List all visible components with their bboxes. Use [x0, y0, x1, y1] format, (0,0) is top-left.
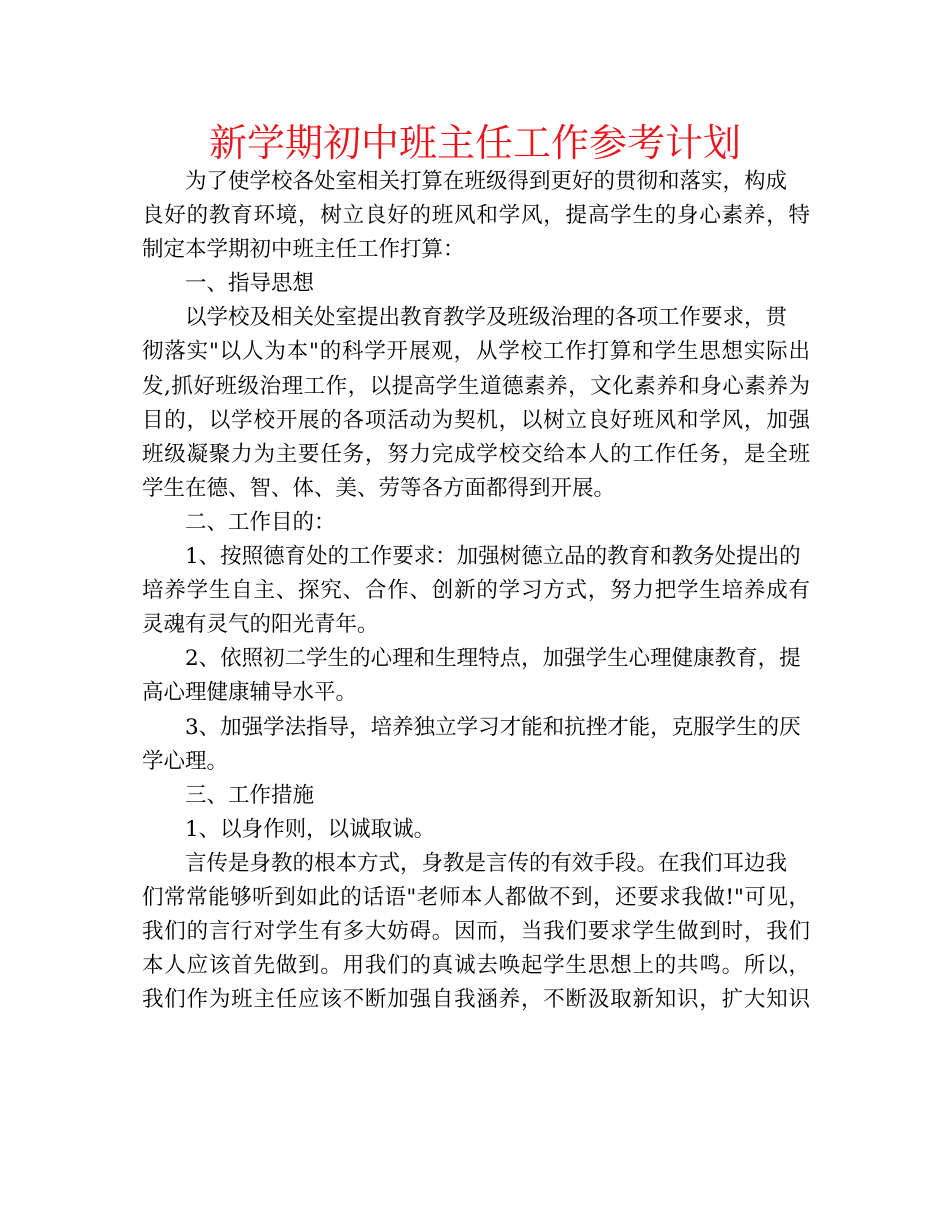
paragraph-line: 班级凝聚力为主要任务，努力完成学校交给本人的工作任务，是全班 — [142, 441, 810, 467]
paragraph-line: 们常常能够听到如此的话语"老师本人都做不到，还要求我做!"可见， — [142, 884, 810, 910]
paragraph-line: 我们的言行对学生有多大妨碍。因而，当我们要求学生做到时，我们 — [142, 919, 810, 945]
paragraph-line: 言传是身教的根本方式，身教是言传的有效手段。在我们耳边我 — [185, 850, 788, 876]
paragraph-line: 学生在德、智、体、美、劳等各方面都得到开展。 — [142, 475, 616, 501]
section-heading: 三、工作措施 — [185, 782, 315, 808]
subsection-heading: 1、以身作则，以诚取诚。 — [185, 816, 436, 842]
paragraph-line: 学心理。 — [142, 748, 229, 774]
document-body — [142, 165, 810, 1017]
paragraph-line: 目的，以学校开展的各项活动为契机，以树立良好班风和学风，加强 — [142, 407, 810, 433]
paragraph-line: 以学校及相关处室提出教育教学及班级治理的各项工作要求，贯 — [185, 305, 788, 331]
paragraph-line: 灵魂有灵气的阳光青年。 — [142, 612, 379, 638]
paragraph-line: 彻落实"以人为本"的科学开展观，从学校工作打算和学生思想实际出 — [142, 339, 810, 365]
paragraph-line: 高心理健康辅导水平。 — [142, 680, 358, 706]
paragraph-line: 良好的教育环境，树立良好的班风和学风，提高学生的身心素养，特 — [142, 203, 810, 229]
document-title: 新学期初中班主任工作参考计划 — [208, 121, 741, 165]
paragraph-line: 培养学生自主、探究、合作、创新的学习方式，努力把学生培养成有 — [142, 578, 810, 604]
paragraph-line: 为了使学校各处室相关打算在班级得到更好的贯彻和落实，构成 — [185, 169, 788, 194]
section-heading: 一、指导思想 — [185, 271, 315, 297]
paragraph-line: 本人应该首先做到。用我们的真诚去唤起学生思想上的共鸣。所以， — [142, 953, 810, 979]
section-heading: 二、工作目的： — [185, 509, 336, 535]
paragraph-line: 发,抓好班级治理工作，以提高学生道德素养，文化素养和身心素养为 — [142, 373, 810, 399]
paragraph-line: 我们作为班主任应该不断加强自我涵养，不断汲取新知识，扩大知识 — [142, 987, 810, 1013]
paragraph-line: 制定本学期初中班主任工作打算： — [142, 237, 465, 263]
paragraph-line: 1、按照德育处的工作要求：加强树德立品的教育和教务处提出的 — [185, 544, 801, 570]
paragraph-line: 3、加强学法指导，培养独立学习才能和抗挫才能，克服学生的厌 — [185, 714, 801, 740]
paragraph-line: 2、依照初二学生的心理和生理特点，加强学生心理健康教育，提 — [185, 646, 801, 672]
